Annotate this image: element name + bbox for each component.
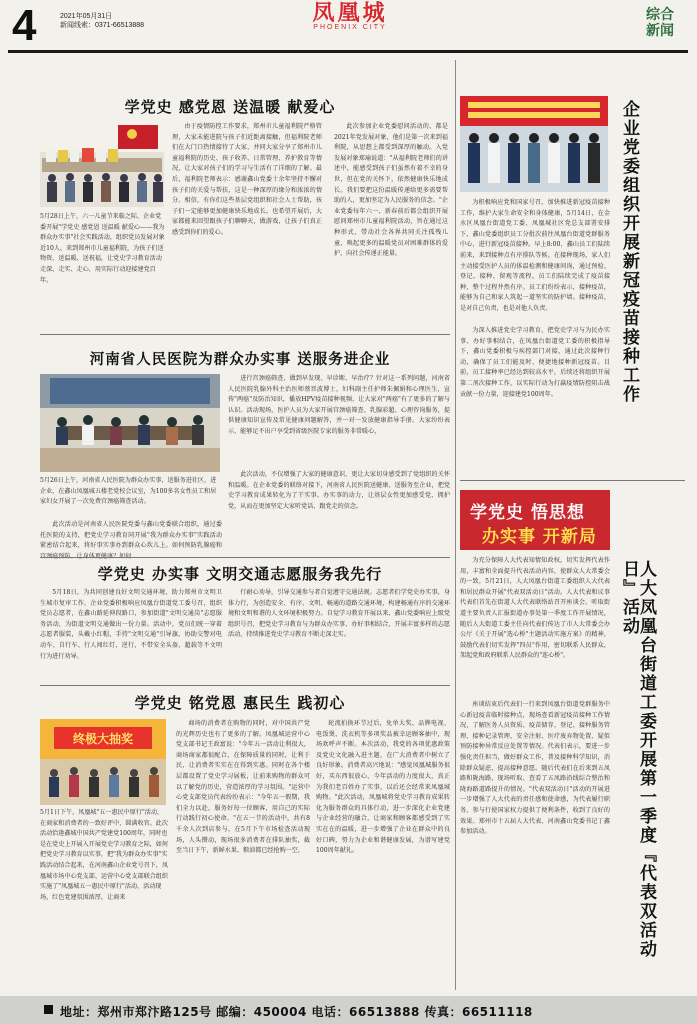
article3-title: 学党史 办实事 文明交通志愿服务我先行 <box>97 565 383 583</box>
article2-column2 <box>228 374 450 469</box>
article3-col1-text: 5月18日，为共同创建良好文明交通环境，助力郑州市文明卫生城市复审工作，企业党委积极响应凤凰台街道党工委号召，组织党员志愿者，在鑫山路延伸段路口，参加街道"文明交通岗"志愿服务活动，为街道文明交通做出一份力量。活动中，党员们统一穿着志愿者服装，头戴小红帽，手持"文明交通"引导旗，协助交警对电动车、自行车、行人闯红灯、逆行、不带安全头盔、超载等不文明行为进行劝导。 <box>40 589 222 660</box>
article1-caption: 5月28日上午，六一儿童节来临之际，企业党委开展"学党史 感党恩 送温暖 献爱心——我为群众办实事"社会实践活动，组织党员发展对象近10人，来到郑州市儿童福利院，为孩子们送物资、送温暖、送祝福，让党史学习教育活动走深、走实、走心，用实际行动迎接建党百年。 <box>40 213 165 284</box>
divider <box>40 557 450 558</box>
article2-col3-text: 此次活动，不仅增强了大家的健康意识，更让大家切身感受到了党组织的关怀和温暖。在企业党委的联络对接下，河南省人民医院送健康、送服务至企业，把党史学习教育成果转化为了干实事、办实事的动力，让基层女性更加感受党、拥护党，从而在更加坚定大家听党话、跟党走的信念。 <box>228 471 450 510</box>
logo-english: PHOENIX CITY <box>313 24 387 31</box>
divider <box>40 334 450 335</box>
article5-column2 <box>460 326 610 476</box>
article1-column2 <box>172 122 322 327</box>
article4-caption: 5月1日下午，凤凰城"五一惠民中原行"活动，在商家和消费者的一致好评中，圆满收官。此次活动恰逢鑫城中国共产党建党100周年，同时也是在党史上开展入开展党史学习教育之际，如何把党史学习教育以实事，把"我为群众办实事"实践活动结合起来，在河南鑫山企业党号召下，凤凰城市场中心党支部、运营中心党支部联合组织实施了"凤凰城五一惠民中原行"活动，活动现场，红色党建氛围浓厚，让商来 <box>40 809 168 901</box>
article1-col3-text: 此次参加企业党委慰问活动的、都是2021年党发展对象，他们是第一次来到福利院，从思想上都受到深厚的触动。入党发展对象郑瑜说道："从福利院老师们的讲述中，能感受到孩子们虽然有着不幸的身世，但在党的关怀下，依然健康快乐地成长。我们要把这份温暖传递给更多需要帮助的人，更加坚定为人民服务的信念。"企业党委每年六一、新春前后都会组织开展慰问郑州市儿童福利院活动，旨在通过这种形式，带动社会各界共同关注孤残儿童，唤起更多的温暖党员对困难群体的爱护，向社会传递正能量。 <box>334 123 448 258</box>
banner-line2: 办实事 开新局 <box>482 527 597 547</box>
news-hotline: 新闻线索：0371-66513888 <box>60 22 145 30</box>
divider <box>460 480 685 481</box>
article2-column1 <box>40 520 222 554</box>
issue-date-block <box>60 12 144 31</box>
article5-photo <box>460 96 608 192</box>
section-label: 综合新闻 <box>646 6 674 39</box>
article6-vertical-title: 人大凤凰台街道工委开展第一季度『代表双活动日』活动 <box>619 560 656 959</box>
page-number: 4 <box>12 1 37 50</box>
footer-contact: 地址：郑州市郑汴路125号 邮编：450004 电话：66513888 传真：66511118 <box>60 1005 533 1019</box>
svg-text:终极大抽奖: 终极大抽奖 <box>72 732 134 746</box>
article5-column1 <box>460 198 610 324</box>
article2-caption: 5月26日上午，河南省人民医院为群众办实事，送服务进社区，进企业，在鑫山凤凰城五楼老党校会议室，为100多名女性员工和居家妇女开展了一次免费宫颈癌筛查活动。 <box>40 477 217 506</box>
article4-col3-text: 轮流拍换环节过后，免单大奖、品牌电视、电饭煲、洗衣机等多项奖品被幸运顾客抽中，现场欢呼声不断。本次活动，我党的各项优惠政策及党史文化融入进主题，在广大消费者中树立了良好形象。消费者高兴地说："感觉凤凰城服务很好，买东西很放心，今年活动的力度很大，真正为我们老百姓办了实事，以后还会经常来凤凰城购物。"此次活动，凤凰城将党史学习教育成果转化为服务群众的具体行动，进一步深化企业党建与企业经营的融合，让商家和顾客都感受到了实实在在的温暖，进一步增强了企业在群众中的良好口碑，努力为企业和谐健康发展，为谱写建党100周年献礼。 <box>316 720 450 855</box>
article5-col2-text: 为深入推进党史学习教育，把党史学习与为民办实事、办好事相结合，在凤凰台街道党工委的积极指导下，鑫山党委积极与疾控部门对接，通过此次接种行动，确保了员工们能及时、便捷地接种新冠疫苗。目前，员工接种率已经达到较高水平，后续还将组织开展第二剂次接种工作，以实际行动为打赢疫情防控阻击战贡献一份力量，迎接建党100周年。 <box>460 327 610 398</box>
article4-col2-text: 商场的消费者在购物的同时，对中国共产党的光辉历史也有了更多的了解。凤凰城运营中心党支部书记王政富说："今年五一活动让利很大，商场商家都很配合，在保障质量的同时，让利于民，让消费者实实在在得到实惠。同时在各个楼层都设置了党史学习展板，让前来购物的群众可以了解党的历史，营造浓厚的学习氛围。"运营中心党支部党员代表纷纷表示："今年五一假期，我们全力以赴，服务好每一位顾客，用自己的实际行动践行初心使命。"在五一节的活动中，共有8千余人次到店参与，在5月下午市场检查活动现场，人头攒动，现场很多消费者在排队抽奖，截至当日下午，新鲜水果、粮油都已经抢购一空， <box>176 720 310 855</box>
article1-photo <box>40 122 164 207</box>
masthead-logo <box>290 2 410 31</box>
article6-col1-text: 为充分保障人大代表知情知政权，切实发挥代表作用，丰富和全面提升代表活动内容，使群众人大常委会的一致，5月21日，人大凤凰台街道工委组织人大代表和居民群众开展"代表双活动日"活动。人大代表和议事代表们首先在街道人大代表联络站召开座谈会。听取街道主要负责人汇报街道办事处第一季度工作开展情况，随后人大街道工委主任向代表们传达了市人大常委会办公厅《关于开展"选心桥"主题活动实施方案》的精神，鼓励代表们切实发挥"四员"作用，密切联系人民群众，架起党和政府联系人民群众的"连心桥"。 <box>460 557 610 660</box>
article2-title: 河南省人民医院为群众办实事 送服务进企业 <box>89 352 391 368</box>
header-rule <box>8 50 688 53</box>
article6-col2-text: 座谈结束后代表们一行来到凤凰台街道党群服务中心新冠疫苗临时接种点，现场查看新冠疫苗接种工作情况，了解医务人员资质、疫苗储存、登记、接种服务管理、接种记录管理、安全注射、医疗废弃物处置、疑似预防接种异常反应处置等情况。代表们表示，要进一步强化责任担当，做好群众工作，普及接种科学知识，消除群众疑虑，提高接种意愿。随后代表们在后来到五凤路和陇海路，现场听取、查看了五凤路沿线综合整治和陇海路道路提升的情况。"代表双活动日"活动的开展进一步增强了人大代表的责任感和使命感，为代表履行职务，参与行使国家权力提供了便利条件，收到了良好的效果。郑州市十五届人大代表、河南鑫山党委书记丁鑫参加活动。 <box>460 701 610 836</box>
article1-column3 <box>334 122 448 327</box>
issue-date: 2021年05月31日 <box>60 13 113 20</box>
article2-column3 <box>228 470 450 556</box>
article2-col1-text: 此次活动是河南省人民医院党委与鑫山党委联合组织，通过委托医院的支持，把党史学习教育同开展"我为群众办实事"实践活动紧密结合起来，将好事实事办到群众心坎儿上。如何预防乳腺癌和 <box>40 521 222 550</box>
article6-banner <box>460 490 610 550</box>
article1-col2-text: 由于疫情防控工作要求，郑州市儿童福利院严格管理，大家未能进院与孩子们近距离接触，但福利院老师们在大门口热情接待了大家，并同大家分享了郑州市儿童福利院的历史、孩子收养、日常管理、养护教育等情况，让大家对孩子们的学习与生活有了详细的了解。最后，福利院老师表示：感谢鑫山党委十余年坚持不懈对孩子们的关爱与帮扶，这是一种深厚的缘分和浓浓的情分。相信，有你们这些基层党组织和社会人士帮助，孩子们一定能够更加健康快乐地成长。也希望开展后，大家都能来回望跟孩子们聊聊天，做游戏，让孩子们真正感受到你们的爱心。 <box>172 123 322 236</box>
article3-col2-text: 行耐心劝导，引导交通参与者自觉遵守交通法规。志愿者们学党史办实事，身体力行，为创造安全、有序、文明、畅通的道路交通环境，构建畅通有序的交通环境和文明和谐的人文环境积极努力。自觉学习教育开展以来，鑫山党委响应上级党组织号召，把党史学习教育与为群众办实事、办好事相结合，开展丰富多样的志愿活动，持续推进党史学习教育不断走深走实。 <box>228 589 450 639</box>
article4-column2 <box>176 719 310 987</box>
article2-photo <box>40 374 220 472</box>
article6-column2 <box>460 700 610 988</box>
column-divider <box>455 60 456 990</box>
article3-column1 <box>40 588 222 678</box>
article2-col2-text: 进行宫颈癌筛查，做到早发现、早诊断、早治疗？针对这一系列问题，河南省人民医院乳腺外科主治医师蔡晋波博士，妇科副主任护师朱佩娟和心理医生，宣传"两癌"及防治知识，播放HPV疫苗接种视频，让大家对"两癌"有了更多的了解与认识。活动现场，医护人员为大家开展宫颈癌筛查、乳腺彩超、心理咨询服务，提供健康知识宣传及常见健康问题解答，并一对一发放健康指导手册。大家纷纷表示，能够足不出户享受到省级医院专家的服务非常暖心， <box>228 375 450 435</box>
article4-photo <box>40 719 166 805</box>
article4-column3 <box>316 719 450 987</box>
article4-title: 学党史 铭党恩 惠民生 践初心 <box>134 694 346 712</box>
logo-chinese: 凤凰城 <box>312 0 388 25</box>
banner-line1: 学党史 悟思想 <box>470 503 585 523</box>
article6-column1 <box>460 556 610 696</box>
article3-column2 <box>228 588 450 678</box>
footer-square-icon <box>44 1005 53 1014</box>
article5-vertical-title: 企业党委组织开展新冠疫苗接种工作 <box>619 100 639 404</box>
divider <box>40 685 450 686</box>
article5-col1-text: 为积极响应党和国家号召，加快推进新冠疫苗接种工作，维护大家生命安全和身体健康，5月14日，在金水区凤凰台街道党工委、凤凰城社区党总支部署安排下，鑫山党委组织员工分批次前往凤凰台街道党群服务中心，进行新冠疫苗接种。早上8:00，鑫山员工们陆续前来，来到接种点有序排队等候。在接种现场，家人们主动接受医护人员的体温检测和健康问询，通过预检、登记、接种、留观等流程，员工们陆续完成了疫苗接种，整个过程井然有序。员工们纷纷表示，接种疫苗，能够为自己和家人筑起一道坚实的防护墙。接种疫苗，是对自己负责，也是对他人负责。 <box>460 199 610 312</box>
article1-title: 学党史 感党恩 送温暖 献爱心 <box>124 98 336 116</box>
